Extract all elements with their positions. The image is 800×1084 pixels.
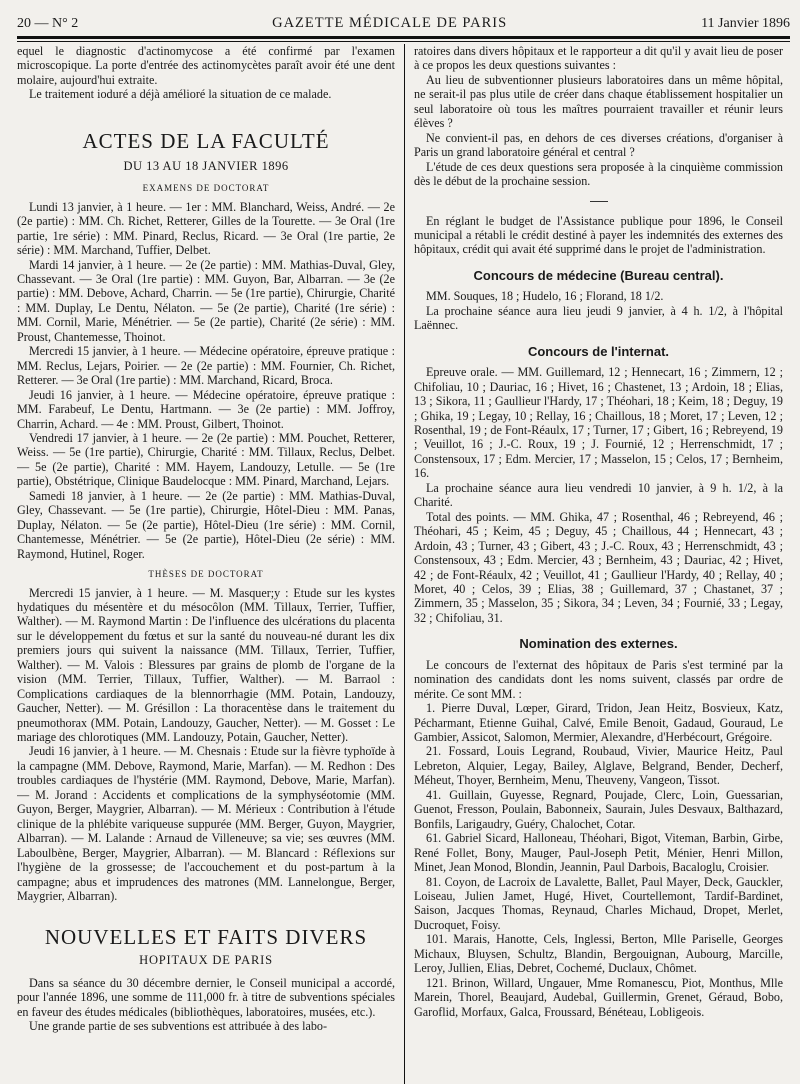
section-title-nouvelles: NOUVELLES ET FAITS DIVERS xyxy=(44,925,368,950)
paragraph: Ne convient-il pas, en dehors de ces diverses créations, d'organiser à Paris un grand laboratoire général et central ? xyxy=(414,130,783,160)
paragraph: MM. Souques, 18 ; Hudelo, 16 ; Florand, 18 1/2. xyxy=(426,289,664,304)
issue-date: 11 Janvier 1896 xyxy=(701,16,790,31)
paragraph: En réglant le budget de l'Assistance publique pour 1896, le Conseil municipal a rétabli le crédit destiné à payer les indemnités des externes des hôpitaux, crédit qui avait été supprimé dans le projet de l'administration. xyxy=(414,213,783,257)
journal-title: GAZETTE MÉDICALE DE PARIS xyxy=(272,15,508,31)
header-rule-thin xyxy=(17,41,790,42)
list-item: 41. Guillain, Guyesse, Regnard, Poujade, Clerc, Loin, Guessarian, Guenot, Fresson, Poulain, Babonneix, Saurain, Jules Desvaux, Balthazard, Bonfils, Larigaudry, Guéry, Chalochet, Cotar. xyxy=(414,787,783,831)
paragraph: Jeudi 16 janvier, à 1 heure. — M. Chesnais : Etude sur la fièvre typhoïde à la campagne (MM. Debove, Raymond, Marie, Marfan). — M. Redhon : Des troubles cardiaques de l'hystérie (MM. Raymond, Debove, Marie, Marfan). — M. Jorand : Accidents et complications de la symphyséotomie (MM. Guyon, Berger, Maygrier, Albarran). — M. Mérieux : Contribution à l'étude clinique de la phlébite variqueuse suppurée (MM. Berger, Guyon, Maygrier, Albarran). — M. Lalande : Arnaud de Villeneuve; sa vie; ses œuvres (MM. Laboulbène, Berger, Maygrier, Albarran). — M. Blancard : Réflexions sur l'hygiène de la grossesse; de l'accouchement et du post-partum à la campagne; abus et imprudences des matrones (MM. Lannelongue, Berger, Maygrier, Albarran). xyxy=(17,744,395,904)
paragraph: equel le diagnostic d'actinomycose a été confirmé par l'examen microscopique. La porte d'entrée des actinomycètes paraît avoir été une dent molaire, aujourd'hui extraite. xyxy=(17,44,395,87)
section-subtitle-hopitaux: HOPITAUX DE PARIS xyxy=(139,953,273,968)
section-title-concours-medecine: Concours de médecine (Bureau central). xyxy=(473,267,724,283)
paragraph: ratoires dans divers hôpitaux et le rapporteur a dit qu'il y avait lieu de poser à ce propos les deux questions suivantes : xyxy=(414,44,783,73)
header-rule xyxy=(17,36,790,39)
list-item: 121. Brinon, Willard, Ungauer, Mme Romanescu, Piot, Monthus, Mlle Marein, Thorel, Beaujard, Audebal, Guillermin, Grenet, Géraud, Bobo, Garoflid, Morfaux, Galca, Froussard, Bénéteau, Lobligeois. xyxy=(414,975,783,1019)
left-column xyxy=(17,44,404,1084)
paragraph: Mercredi 15 janvier, à 1 heure. — M. Masquer;y : Etude sur les kystes hydatiques du mésentère et du mésocôlon (MM. Tillaux, Terrier, Tuffier, Walther). — M. Raymond Martin : De l'influence des ulcérations du placenta sur le développement du fœtus et sur la santé du nouveau-né durant les dix premiers jours qui suivent la naissance (MM. Tillaux, Terrier, Tuffier, Walther). — M. Valois : Blessures par grains de plomb de l'organe de la vision (MM. Terrier, Tillaux, Tuffier, Walther). — M. Barraol : Complications cardiaques de la blennorrhagie (MM. Potain, Landouzy, Gaucher, Netter). — M. Grésillon : La thoracentèse dans le traitement du pneumothorax (MM. Potain, Landouzy, Gaucher, Netter). — M. Gosset : Le mariage des chlorotiques (MM. Landouzy, Potain, Gaucher, Netter). xyxy=(17,585,395,745)
list-item: 101. Marais, Hanotte, Cels, Inglessi, Berton, Mlle Pariselle, Georges Michaux, Bluysen, Schultz, Blandin, Bergouignan, Aubourg, Marcille, Leroy, Jullien, Elias, Debret, Cochemé, Duclaux, Chômet. xyxy=(414,932,783,976)
paragraph: Epreuve orale. — MM. Guillemard, 12 ; Hennecart, 16 ; Zimmern, 12 ; Chifoliau, 10 ; Dauriac, 16 ; Hivet, 16 ; Chastenet, 13 ; Ardoin, 18 ; Elias, 13 ; Sikora, 11 ; Gaullieur l'Hardy, 17 ; Théohari, 18 ; Keim, 18 ; Deguy, 19 ; Ghika, 19 ; Legay, 10 ; Rellay, 16 ; Chaillous, 18 ; Moret, 17 ; Leven, 12 ; Rosenthal, 19 ; de Font-Réaulx, 17 ; Turner, 17 ; Gibert, 16 ; Rebreyend, 19 ; Veuillot, 16 ; J.-C. Roux, 19 ; J. Fournié, 12 ; Herrenschmidt, 17 ; Constensoux, 17 ; Edm. Mercier, 17 ; Masselon, 15 ; Celos, 17 ; Bernheim, 16. xyxy=(414,365,783,481)
paragraph: Lundi 13 janvier, à 1 heure. — 1er : MM. Blanchard, Weiss, André. — 2e (2e partie) : MM. Ch. Richet, Retterer, Gilles de la Tourette. — 3e Oral (1re partie, 1re série) : MM. Pinard, Reclus, Ricard. — 3e Oral (1re partie, 2e série) : MM. Marchand, Tuffier, Delbet. xyxy=(17,199,395,258)
section-title-actes: ACTES DE LA FACULTÉ xyxy=(82,128,330,153)
paragraph: Mercredi 15 janvier, à 1 heure. — Médecine opératoire, épreuve pratique : MM. Reclus, Lejars, Poirier. — 2e (2e partie) : MM. Fournier, Ch. Richet, Retterer. — 3e Oral (1re partie) : MM. Marchand, Ricard, Broca. xyxy=(17,344,395,388)
paragraph: L'étude de ces deux questions sera proposée à la cinquième commission dès le début de la prochaine session. xyxy=(414,159,783,189)
paragraph: Vendredi 17 janvier, à 1 heure. — 2e (2e partie) : MM. Pouchet, Retterer, Weiss. — 5e (1re partie), Chirurgie, Charité : MM. Tillaux, Reclus, Delbet. — 5e (2e partie), Charité : MM. Hayem, Landouzy, Letulle. — 5e (1re partie), Obstétrique, Clinique Baudelocque : MM. Pinard, Marchand, Lejars. xyxy=(17,430,395,489)
section-dates: DU 13 AU 18 JANVIER 1896 xyxy=(123,158,289,173)
paragraph: Le concours de l'externat des hôpitaux de Paris s'est terminé par la nomination des candidats dont les noms suivent, classés par ordre de mérite. Ce sont MM. : xyxy=(414,657,783,701)
subsection-title-examens: EXAMENS DE DOCTORAT xyxy=(142,183,270,194)
paragraph: Au lieu de subventionner plusieurs laboratoires dans un même hôpital, ne serait-il pas plus utile de créer dans chaque établissement hospitalier un seul laboratoire où tous les maîtres pourraient travailler et réunir leurs élèves ? xyxy=(414,72,783,131)
page-header xyxy=(17,0,790,32)
paragraph: Total des points. — MM. Ghika, 47 ; Rosenthal, 46 ; Rebreyend, 46 ; Théohari, 45 ; Keim, 45 ; Deguy, 45 ; Chaillous, 44 ; Hennecart, 43 ; Ardoin, 43 ; Turner, 43 ; Gibert, 43 ; J.-C. Roux, 43 ; Herrenschmidt, 43 ; Constensoux, 43 ; Edm. Mercier, 43 ; Bernheim, 43 ; Dauriac, 42 ; Hivet, 42 ; de Font-Réaulx, 42 ; Veuillot, 41 ; Gaullieur l'Hardy, 40 ; Rellay, 40 ; Moret, 40 ; Celos, 39 ; Elias, 38 ; Guillemard, 37 ; Chastanet, 37 ; Zimmern, 35 ; Masselon, 35 ; Sikora, 34 ; Leven, 34 ; Fournié, 33 ; Legay, 32 ; Chifoliau, 31. xyxy=(414,509,783,625)
paragraph: Mardi 14 janvier, à 1 heure. — 2e (2e partie) : MM. Mathias-Duval, Gley, Chassevant. — 3e Oral (1re partie) : MM. Guyon, Bar, Albarran. — 3e (2e partie) : MM. Debove, Achard, Charrin. — 5e (1re partie), Chirurgie, Charité : MM. Duplay, Le Dentu, Nélaton. — 5e (2e partie), Charité (1re série) : MM. Cornil, Marie, Ménétrier. — 5e (2e partie), Charité (2e série) : MM. Proust, Chantemesse, Thoinot. xyxy=(17,257,395,344)
page-number: 20 — N° 2 xyxy=(17,16,79,31)
paragraph: Jeudi 16 janvier, à 1 heure. — Médecine opératoire, épreuve pratique : MM. Farabeuf, Le Dentu, Hartmann. — 3e (2e partie) : MM. Joffroy, Charrin, Achard. — 4e : MM. Proust, Gilbert, Thoinot. xyxy=(17,387,395,431)
right-column xyxy=(404,44,783,1084)
list-item: 61. Gabriel Sicard, Halloneau, Théohari, Bigot, Viteman, Barbin, Girbe, René Follet, Bony, Mauger, Paul-Joseph Petit, Ménier, Henri Millon, Minet, Jean Monod, Blondin, Jeannin, Paul Darbois, Bacaloglu, Croisier. xyxy=(414,831,783,875)
list-item: 21. Fossard, Louis Legrand, Roubaud, Vivier, Maurice Heitz, Paul Lebreton, Alquier, Legay, Bailey, Alglave, Belgrand, Bender, Decherf, Méheut, Thoyer, Bernheim, Menu, Theuveny, Vangeon, Tissot. xyxy=(414,744,783,788)
paragraph: Samedi 18 janvier, à 1 heure. — 2e (2e partie) : MM. Mathias-Duval, Gley, Chassevant. — 5e (1re partie), Chirurgie, Hôtel-Dieu : MM. Panas, Duplay, Nélaton. — 5e (2e partie), Hôtel-Dieu (1re série) : MM. Cornil, Chantemesse, Ménétrier. — 5e (2e partie), Hôtel-Dieu (2e série) : MM. Raymond, Hutinel, Roger. xyxy=(17,488,395,561)
section-title-externes: Nomination des externes. xyxy=(519,636,678,652)
paragraph: Dans sa séance du 30 décembre dernier, le Conseil municipal a accordé, pour l'année 1896, une somme de 111,000 fr. à titre de subventions spéciales en faveur des études médicales (bibliothèques, laboratoires, musées, etc.). xyxy=(17,975,395,1019)
subsection-title-theses: THÈSES DE DOCTORAT xyxy=(148,569,264,580)
paragraph: Une grande partie de ses subventions est attribuée à des labo- xyxy=(29,1019,328,1034)
paragraph: Le traitement ioduré a déjà amélioré la situation de ce malade. xyxy=(29,87,332,102)
divider xyxy=(590,201,608,202)
paragraph: La prochaine séance aura lieu vendredi 10 janvier, à 9 h. 1/2, à la Charité. xyxy=(414,480,783,510)
list-item: 81. Coyon, de Lacroix de Lavalette, Ballet, Paul Mayer, Deck, Gauckler, Loiseau, Julien Jamet, Hugé, Hivet, Courtellemont, Tardif-Bardinet, Saison, Jacques Thomas, Reynaud, Charles Michaud, Dropet, Merlet, Ducroquet, Foisy. xyxy=(414,874,783,932)
section-title-internat: Concours de l'internat. xyxy=(527,343,670,359)
paragraph: La prochaine séance aura lieu jeudi 9 janvier, à 4 h. 1/2, à l'hôpital Laënnec. xyxy=(414,303,783,333)
list-item: 1. Pierre Duval, Lœper, Girard, Tridon, Jean Heitz, Bosvieux, Katz, Pécharmant, Etienne Guihal, Calvé, Emile Benoit, Gadaud, Gouraud, Le Gambier, Assicot, Salomon, Mermier, Alexandre, d'Herbécourt, Grégoire. xyxy=(414,701,783,745)
